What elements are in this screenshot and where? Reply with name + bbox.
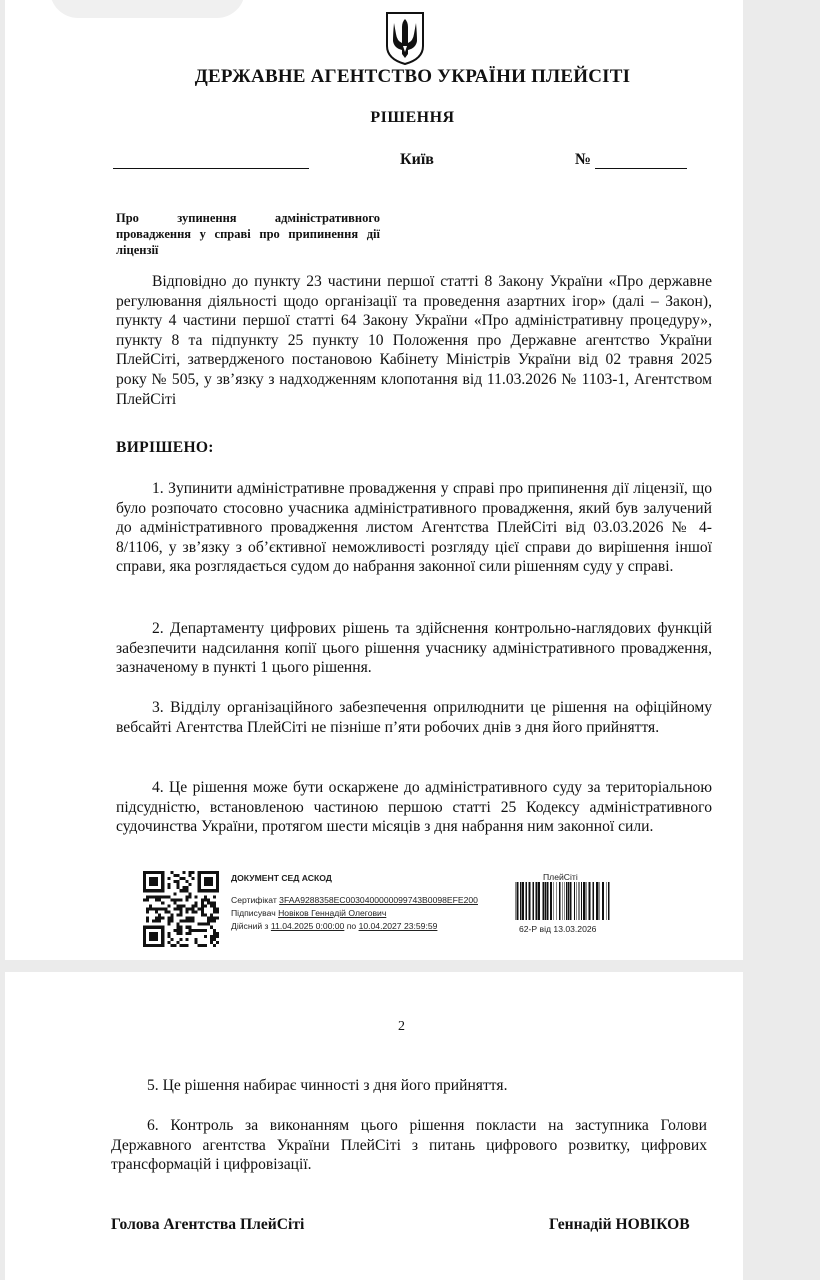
trident-emblem-icon [381, 10, 429, 66]
signatory-position: Голова Агентства ПлейСіті [111, 1216, 305, 1233]
registration-number: 62-Р від 13.03.2026 [519, 924, 597, 934]
date-blank-line [113, 168, 309, 169]
decision-subject: Про зупинення адміністративного провадження у справі про припинення дії ліцензії [116, 211, 380, 257]
valid-to-value: 10.04.2027 23:59:59 [358, 921, 438, 931]
decision-item-3: 3. Відділу організаційного забезпечення оприлюднити це рішення на офіційному вебсайті Агентства ПлейСіті не пізніше п’яти робочих днів з дня його прийняття. [116, 699, 712, 736]
signer-value: Новіков Геннадій Олегович [278, 908, 387, 918]
decided-heading: ВИРІШЕНО: [116, 439, 214, 456]
barcode-icon [514, 882, 611, 920]
decision-item-1: 1. Зупинити адміністративне провадження у справі про припинення дії ліцензії, що було розпочато стосовно учасника адміністративного провадження, який був залучений до адміністративного провадження листом Агентства ПлейСіті від 03.03.2026 № 4-8/1106, у зв’язку з об’єктивної неможливості розгляду цієї справи до вирішення іншої справи, яка розглядається судом до набрання законної сили рішенням суду у справі. [116, 480, 712, 576]
signature-organization: ПлейСіті [543, 872, 578, 882]
signature-signer [231, 908, 386, 918]
decision-item-2: 2. Департаменту цифрових рішень та здійснення контрольно-наглядових функцій забезпечити надсилання копії цього рішення учаснику адміністративного провадження, зазначеному в пункті 1 цього рішення. [116, 620, 712, 677]
valid-from-value: 11.04.2025 0:00:00 [270, 921, 345, 931]
valid-to-label: по [346, 921, 357, 931]
signature-doc-label: ДОКУМЕНТ СЕД АСКОД [231, 873, 332, 883]
decision-item-4: 4. Це рішення може бути оскаржене до адміністративного суду за територіальною підсудністю, встановленою частиною першою статті 25 Кодексу адміністративного судочинства України, протягом шести місяців з дня набрання ним законної сили. [116, 779, 712, 836]
ui-overlay-shape [50, 0, 245, 18]
valid-from-label: Дійсний з [231, 921, 269, 931]
certificate-label: Сертифікат [231, 895, 277, 905]
signature-validity [231, 921, 437, 931]
agency-name: ДЕРЖАВНЕ АГЕНТСТВО УКРАЇНИ ПЛЕЙСІТІ [194, 66, 631, 87]
city-label: Київ [400, 151, 434, 168]
qr-code-icon [143, 871, 219, 947]
document-title: РІШЕННЯ [370, 109, 455, 126]
decision-item-6: 6. Контроль за виконанням цього рішення покласти на заступника Голови Державного агентства України ПлейСіті з питань цифрового розвитку, цифрових трансформацій і цифровізації. [111, 1117, 707, 1174]
decision-item-5: 5. Це рішення набирає чинності з дня його прийняття. [147, 1077, 508, 1094]
signer-label: Підписувач [231, 908, 276, 918]
document-page-1 [5, 0, 743, 960]
signatory-name: Геннадій НОВІКОВ [549, 1216, 690, 1233]
signature-certificate [231, 895, 478, 905]
certificate-value: 3FAA9288358EC0030400000099743B0098EFE200 [279, 895, 478, 905]
number-sign: № [575, 151, 592, 168]
preamble-paragraph: Відповідно до пункту 23 частини першої статті 8 Закону України «Про державне регулювання діяльності щодо організації та проведення азартних ігор» (далі – Закон), пункту 4 частини першої статті 64 Закону України «Про адміністративну процедуру», пункту 8 та підпункту 25 пункту 10 Положення про Державне агентство України ПлейСіті, затвердженого постановою Кабінету Міністрів України від 02 травня 2025 року № 505, у зв’язку з надходженням клопотання від 11.03.2026 № 1103-1, Агентством ПлейСіті [116, 273, 712, 408]
page-number: 2 [398, 1019, 405, 1034]
number-blank-line [595, 168, 687, 169]
